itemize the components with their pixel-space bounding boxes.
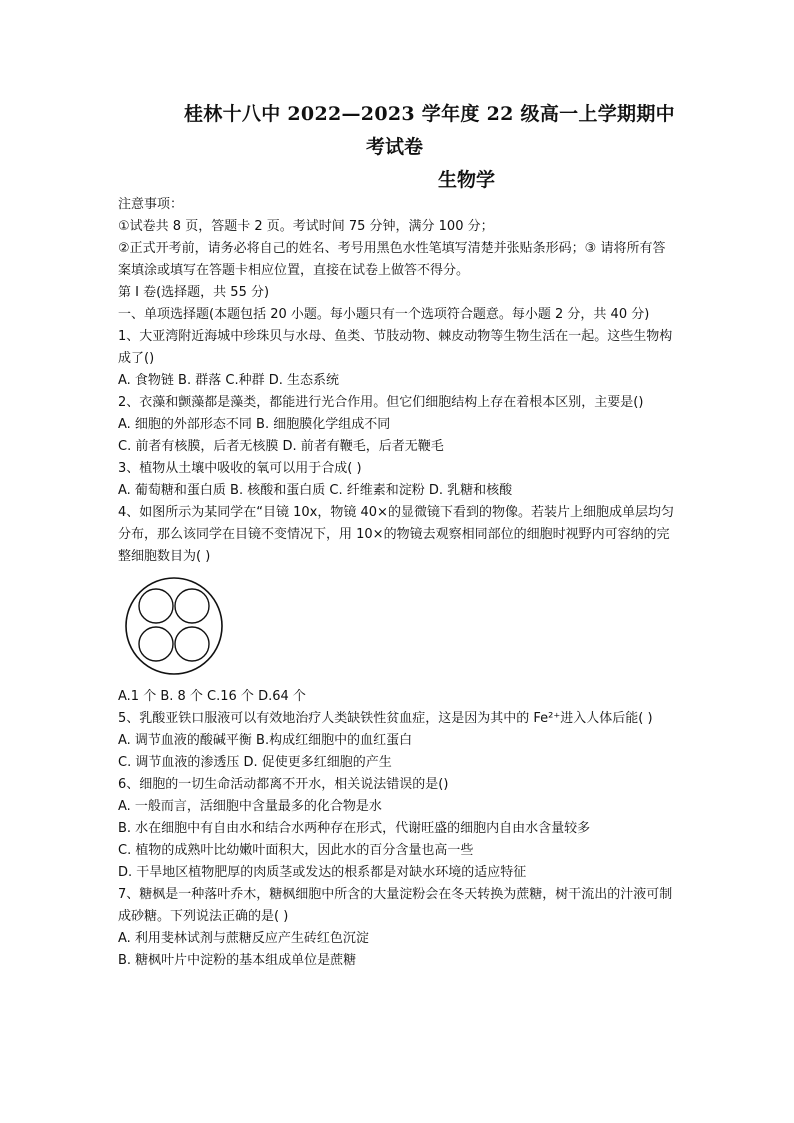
question-3-options: A. 葡萄糖和蛋白质 B. 核酸和蛋白质 C. 纤维素和淀粉 D. 乳糖和核酸 — [118, 483, 513, 498]
question-5-options-cd: C. 调节血液的渗透压 D. 促使更多红细胞的产生 — [118, 755, 392, 770]
question-1-options: A. 食物链 B. 群落 C.种群 D. 生态系统 — [118, 373, 339, 388]
question-2-stem: 2、衣藻和颤藻都是藻类，都能进行光合作用。但它们细胞结构上存在着根本区别，主要是() — [118, 395, 644, 410]
question-6-option-a: A. 一般而言，活细胞中含量最多的化合物是水 — [118, 799, 382, 814]
question-6-option-b: B. 水在细胞中有自由水和结合水两种存在形式，代谢旺盛的细胞内自由水含量较多 — [118, 821, 591, 836]
question-4-stem: 4、如图所示为某同学在“目镜 10x，物镜 40×的显微镜下看到的物像。若装片上细胞成单层均匀分布，那么该同学在目镜不变情况下，用 10×的物镜去观察相同部位的细胞时视野内可容纳的完整细胞数目为( ) — [118, 505, 674, 564]
question-1-stem: 1、大亚湾附近海城中珍珠贝与水母、鱼类、节肢动物、棘皮动物等生物生活在一起。这些生物构成了() — [118, 329, 673, 366]
cell-circle — [139, 627, 173, 661]
subject-title: 生物学 — [438, 169, 496, 191]
question-2-options-cd: C. 前者有核膜，后者无核膜 D. 前者有鞭毛，后者无鞭毛 — [118, 439, 444, 454]
exam-content — [118, 194, 678, 972]
volume-heading: 第 I 卷(选择题，共 55 分) — [118, 285, 270, 300]
question-5-options-ab: A. 调节血液的酸碱平衡 B.构成红细胞中的血红蛋白 — [118, 733, 413, 748]
question-4-options: A.1 个 B. 8 个 C.16 个 D.64 个 — [118, 689, 306, 704]
question-6-stem: 6、细胞的一切生命活动都离不开水，相关说法错误的是() — [118, 777, 449, 792]
cell-circle — [139, 589, 173, 623]
exam-title-line2: 考试卷 — [366, 136, 424, 158]
question-2-options-ab: A. 细胞的外部形态不同 B. 细胞膜化学组成不同 — [118, 417, 391, 432]
question-7-option-b: B. 糖枫叶片中淀粉的基本组成单位是蔗糖 — [118, 953, 357, 968]
question-5-stem: 5、乳酸亚铁口服液可以有效地治疗人类缺铁性贫血症，这是因为其中的 Fe²⁺进入人体后能( ) — [118, 711, 653, 726]
question-7-option-a: A. 利用斐林试剂与蔗糖反应产生砖红色沉淀 — [118, 931, 369, 946]
cell-circle — [175, 627, 209, 661]
notes-heading: 注意事项： — [118, 197, 184, 212]
question-6-option-c: C. 植物的成熟叶比幼嫩叶面积大，因此水的百分含量也高一些 — [118, 843, 474, 858]
microscope-field-diagram — [121, 576, 229, 676]
cell-circle — [175, 589, 209, 623]
exam-title-line1: 桂林十八中 2022—2023 学年度 22 级高一上学期期中 — [184, 103, 675, 125]
notes-item-1: ①试卷共 8 页，答题卡 2 页。考试时间 75 分钟，满分 100 分； — [118, 219, 494, 234]
question-7-stem: 7、糖枫是一种落叶乔木，糖枫细胞中所含的大量淀粉会在冬天转换为蔗糖，树干流出的汁液可制成砂糖。下列说法正确的是( ) — [118, 887, 673, 924]
part1-instructions: 一、单项选择题(本题包括 20 小题。每小题只有一个选项符合题意。每小题 2 分，共 40 分) — [118, 307, 650, 322]
question-6-option-d: D. 干旱地区植物肥厚的肉质茎或发达的根系都是对缺水环境的适应特征 — [118, 865, 527, 880]
notes-item-2: ②正式开考前，请务必将自己的姓名、考号用黑色水性笔填写清楚并张贴条形码；③ 请将所有答案填涂或填写在答题卡相应位置，直接在试卷上做答不得分。 — [118, 241, 666, 278]
microscope-field-figure — [121, 576, 678, 676]
field-of-view-circle — [126, 578, 222, 674]
question-3-stem: 3、植物从土壤中吸收的氧可以用于合成( ) — [118, 461, 362, 476]
